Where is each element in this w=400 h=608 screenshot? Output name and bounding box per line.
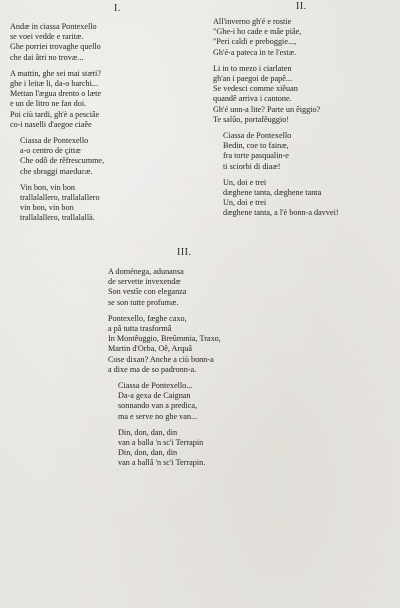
verse-line: Da-a gexa de Caignan: [118, 391, 191, 401]
verse-line: de servette invexendæ: [108, 277, 181, 287]
verse-line: trallalallero, trallalallà.: [20, 213, 95, 223]
verse-line: dæghene tanta, dæghene tanta: [223, 188, 322, 198]
stanza: [10, 22, 195, 63]
verse-line: Din, don, dan, din: [118, 427, 178, 437]
verse-line: Ciassa de Pontexello: [20, 136, 89, 146]
verse-line: "Ghe-i ho cade e mâe piâe,: [213, 27, 302, 37]
verse-line: ti sciorbi di diaæ!: [223, 161, 281, 171]
verse-line: ghe i leitæ li, da-o barchi...: [10, 79, 98, 89]
verse-line: fra torte pasqualin-e: [223, 151, 289, 161]
verse-line: a dixe ma de so padronn-a.: [108, 364, 197, 374]
verse-line: sonnando van a predica,: [118, 401, 198, 411]
verse-line: Vin bon, vin bon: [20, 182, 76, 192]
verse-line: Gh'é unn-a lite? Parte un êiggio?: [213, 104, 321, 114]
verse-line: co-i naselli d'aegoe ciaêe: [10, 119, 92, 129]
verse-line: "Peri caldi e preboggie...,: [213, 37, 297, 47]
verse-line: Li in to mezo i ciarlaten: [213, 63, 292, 73]
verse-line: Che odô de rêfrescumme,: [20, 156, 105, 166]
stanza: [10, 69, 195, 130]
stanza: [213, 64, 397, 125]
verse-line: trallalallero, trallalallero: [20, 193, 100, 203]
verse-line: dæghene tanta, a l'è bonn-a davvei!: [223, 208, 339, 218]
verse-line: Martin d'Orba, Oê, Arquâ: [108, 344, 193, 354]
stanza: [10, 136, 195, 177]
stanza: [213, 178, 397, 219]
section-title-2: II.: [296, 1, 307, 12]
verse-line: Ciassa de Pontexello: [223, 131, 292, 141]
verse-line: All'inverno gh'é e rostie: [213, 17, 292, 26]
poem-section-2: [213, 17, 397, 225]
verse-line: se voei vedde e raritæ.: [10, 32, 84, 42]
verse-line: Bedin, coe to fainæ,: [223, 141, 289, 151]
section-title-3: III.: [177, 247, 192, 258]
verse-line: e un de litro ne fan doi.: [10, 99, 87, 109]
verse-line: A doménega, adunansa: [108, 267, 184, 276]
verse-line: vin bon, vin bon: [20, 203, 74, 213]
verse-line: Te salûo, portafêuggio!: [213, 114, 290, 124]
verse-line: Gh'é-a pateca in te l'estæ.: [213, 47, 297, 57]
verse-line: quandê arriva i cantone.: [213, 94, 292, 104]
stanza: [108, 381, 348, 422]
verse-line: Mettan l'ægua drento o læte: [10, 89, 102, 99]
stanza: [10, 183, 195, 224]
verse-line: se son tutte profumæ.: [108, 297, 179, 307]
verse-line: gh'an i paegoi de papê...: [213, 74, 293, 84]
verse-line: Cose dixan? Anche a ciù bonn-a: [108, 354, 214, 364]
stanza: [108, 267, 348, 308]
verse-line: Ghe porriei trovaghe quello: [10, 42, 101, 52]
verse-line: A mattin, ghe sei mai stæti?: [10, 68, 101, 78]
verse-line: Andæ in ciassa Pontexello: [10, 22, 97, 31]
verse-line: Poi ciù tardi, gh'è a pesciâe: [10, 109, 100, 119]
verse-line: che dai âtri no trovæ...: [10, 52, 84, 62]
poem-section-1: [10, 22, 195, 230]
verse-line: van a balla 'n sc'i Terrapin: [118, 438, 204, 448]
section-title-1: I.: [114, 3, 121, 14]
verse-line: ma e serve no ghe van...: [118, 411, 198, 421]
verse-line: Ciassa de Pontexello...: [118, 381, 193, 391]
verse-line: In Montêuggio, Breûmmia, Traxo,: [108, 334, 221, 344]
stanza: [213, 131, 397, 172]
verse-line: Un, doi e trei: [223, 177, 267, 187]
stanza: [108, 314, 348, 375]
stanza: [108, 428, 348, 469]
verse-line: Son vestîe con eleganza: [108, 287, 187, 297]
stanza: [213, 17, 397, 58]
verse-line: a pâ tutta trasformâ: [108, 324, 172, 334]
verse-line: Din, don, dan, din: [118, 448, 178, 458]
poem-section-3: [108, 267, 348, 475]
verse-line: Pontexello, fæghe caxo,: [108, 313, 187, 323]
verse-line: Un, doi e trei: [223, 198, 267, 208]
verse-line: che sbraggi maeducæ.: [20, 166, 93, 176]
verse-line: van a ballâ 'n sc'i Terrapin.: [118, 458, 206, 468]
verse-line: Se vedesci comme xiêuan: [213, 84, 298, 94]
verse-line: a-o centro de çittæ: [20, 146, 81, 156]
